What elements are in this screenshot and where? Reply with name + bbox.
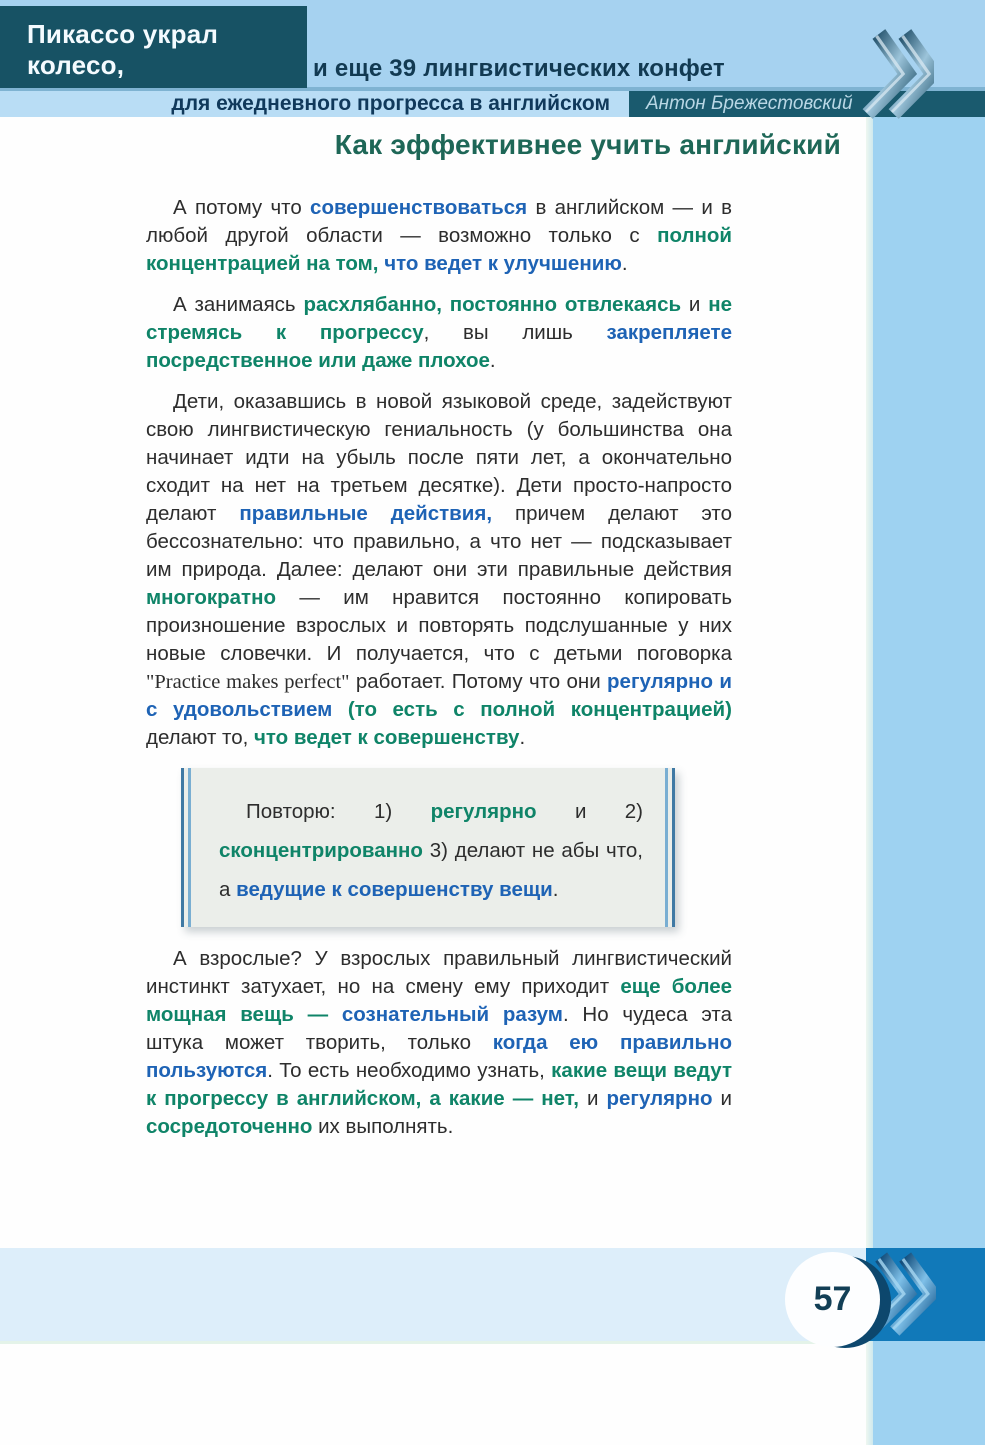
emphasis-run: что ведет к улучшению: [384, 252, 622, 275]
text-run: Дети, оказавшись в новой языковой среде, задействуют свою лингвистическую гениальность (у большинства она начинает идти на убыль после пяти лет, а окончательно сходит на нет на третьем десятке). Дети просто-напросто делают: [146, 390, 732, 525]
double-chevron-icon: [854, 26, 934, 122]
text-run: и 2): [536, 800, 643, 823]
emphasis-run: сконцентрированно: [219, 839, 423, 862]
text-run: — им нравится постоянно копировать произношение взрослых и повторять подслушанные у них новые словечки. И получается, что с детьми поговорка: [146, 586, 732, 665]
body-text: [146, 194, 732, 1154]
body-paragraph: [146, 945, 732, 1141]
text-run: и: [681, 293, 709, 316]
emphasis-run: ведущие к совершенству вещи: [236, 878, 553, 901]
callout-rule: [181, 768, 184, 927]
text-run: .: [552, 878, 559, 901]
page-number-badge: 57: [785, 1252, 880, 1347]
emphasis-run: регулярно: [606, 1087, 713, 1110]
body-paragraph: [146, 194, 732, 278]
callout-rule: [672, 768, 675, 927]
emphasis-run: что ведет к совершенству: [254, 726, 520, 749]
text-run: . Но чудеса эта штука может творить, только: [146, 1003, 732, 1054]
callout-text: [181, 768, 675, 927]
emphasis-run: многократно: [146, 586, 276, 609]
text-run: и: [578, 1087, 607, 1110]
text-run: их выполнять.: [312, 1115, 454, 1138]
body-paragraph: [146, 291, 732, 375]
text-run: А потому что: [173, 196, 311, 219]
text-run: работает. Потому что они: [349, 670, 608, 693]
emphasis-run: расхлябанно, постоянно отвлекаясь: [303, 293, 682, 316]
text-run: Повторю: 1): [246, 800, 431, 823]
text-run: . То есть необходимо узнать,: [267, 1059, 552, 1082]
emphasis-run: когда ею правильно пользуются: [146, 1031, 732, 1082]
emphasis-run: закрепляете: [606, 321, 732, 344]
emphasis-run: полной концентрацией на том,: [146, 224, 732, 275]
book-title-highlight: Пикассо украл колесо,: [0, 6, 307, 88]
callout-rule: [665, 768, 668, 927]
text-run: , вы лишь: [423, 321, 607, 344]
body-paragraph: [146, 388, 732, 752]
callout-rule: [188, 768, 191, 927]
emphasis-run: "Practice makes perfect": [146, 671, 350, 693]
text-run: и: [712, 1087, 732, 1110]
book-title-rest: и еще 39 лингвистических конфет: [313, 55, 725, 82]
footer-band-light: [0, 1248, 866, 1344]
emphasis-run: (то есть с полной концентрацией): [347, 698, 732, 721]
text-run: делают то,: [146, 726, 255, 749]
book-subtitle: для ежедневного прогресса в английском: [0, 91, 629, 117]
emphasis-run: совершенствоваться: [310, 196, 528, 219]
author-name: Антон Брежестовский: [629, 91, 985, 117]
callout-box: [181, 768, 675, 927]
text-run: А взрослые? У взрослых правильный лингвистический инстинкт затухает, но на смену ему приходит: [146, 947, 732, 998]
emphasis-run: правильные действия,: [239, 502, 493, 525]
emphasis-run: регулярно: [430, 800, 537, 823]
text-run: .: [621, 252, 628, 275]
text-run: 3) делают не абы что, а: [219, 839, 643, 901]
chapter-title: Как эффективнее учить английский: [334, 129, 841, 160]
text-run: .: [489, 349, 496, 372]
page-edge-strip: [866, 117, 873, 1445]
text-run: причем делают это бессознательно: что правильно, а что нет — подсказывает им природа. Далее: делают они эти правильные действия: [146, 502, 732, 581]
emphasis-run: посредственное или даже плохое: [146, 349, 490, 372]
emphasis-run: сосредоточенно: [146, 1115, 313, 1138]
page-sidebar: [873, 0, 985, 1445]
text-run: А занимаясь: [173, 293, 304, 316]
emphasis-run: какие вещи ведут к прогрессу в английском, а какие — нет,: [146, 1059, 732, 1110]
text-run: в английском — и в любой другой области — возможно только с: [146, 196, 732, 247]
emphasis-run: сознательный разум: [341, 1003, 563, 1026]
emphasis-run: не стремясь к прогрессу: [146, 293, 732, 344]
emphasis-run: еще более мощная вещь —: [146, 975, 732, 1026]
emphasis-run: регулярно и с удовольствием: [146, 670, 732, 721]
text-run: .: [519, 726, 526, 749]
